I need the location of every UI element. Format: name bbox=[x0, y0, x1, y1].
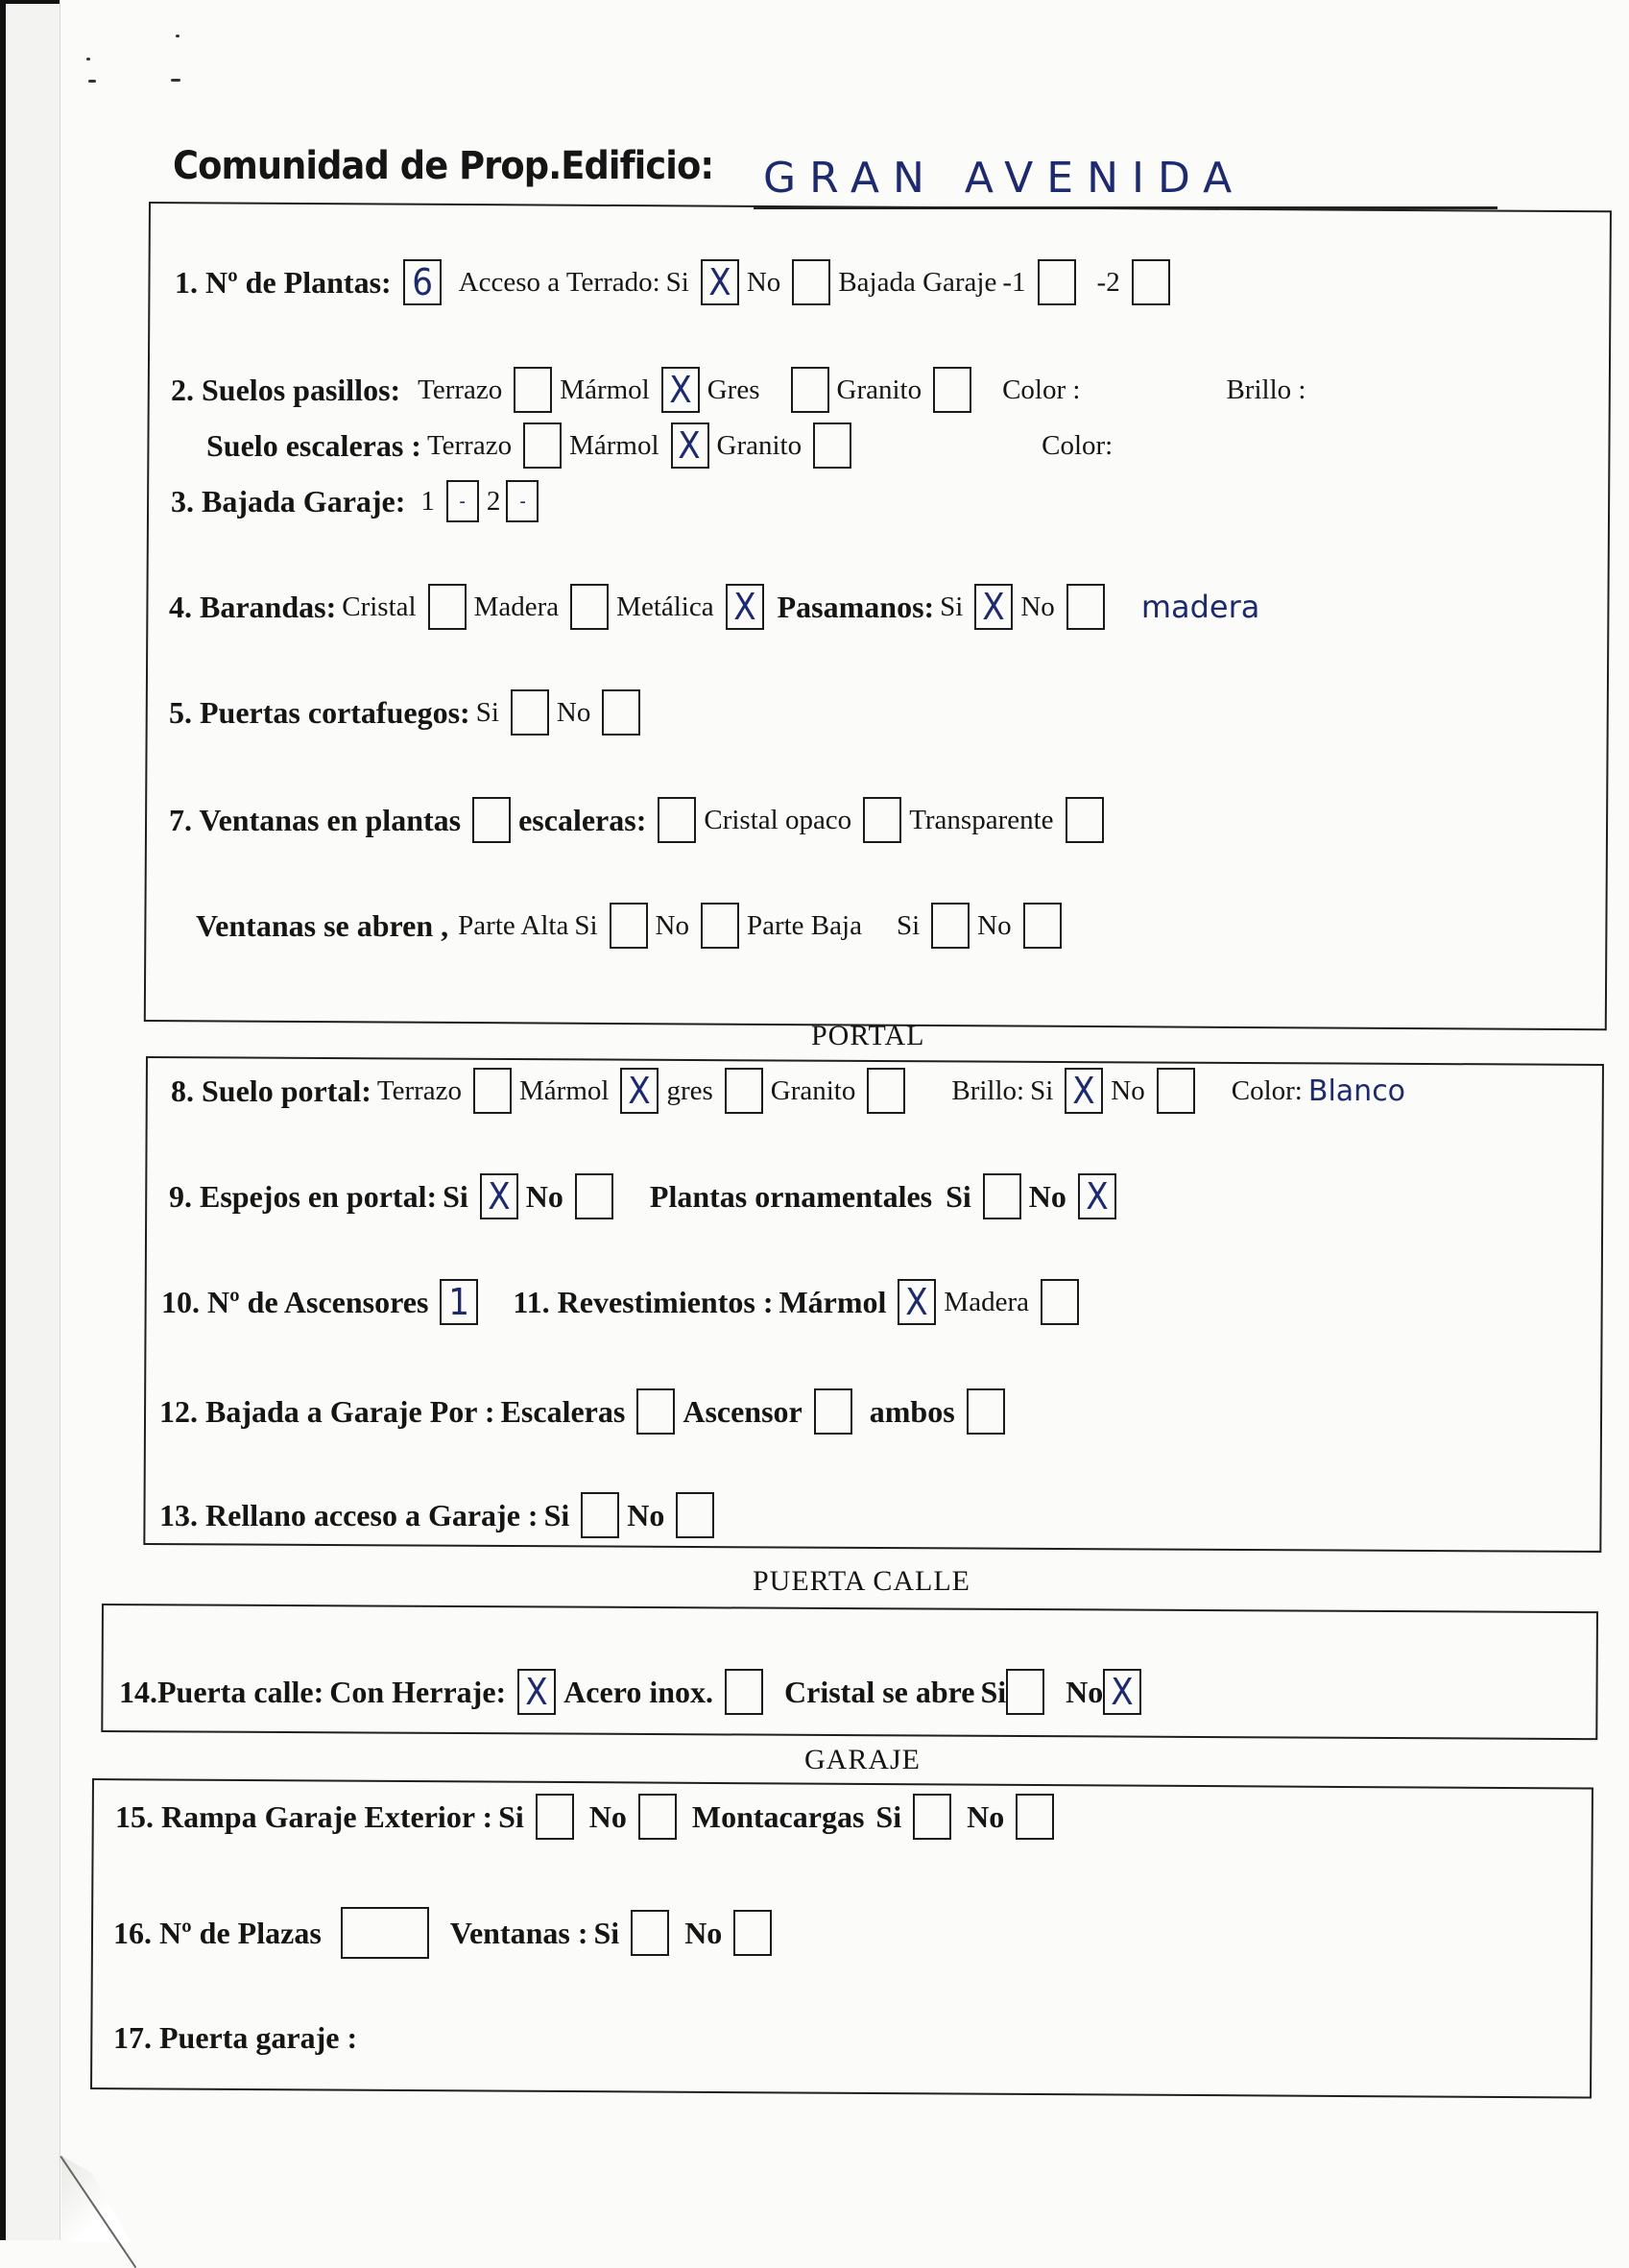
q10-q11-row bbox=[161, 1279, 1087, 1325]
pasillos-brillo-label: Brillo : bbox=[1226, 374, 1306, 405]
q1-row bbox=[175, 259, 1178, 305]
checkmark-x-icon: X bbox=[678, 424, 702, 467]
rampa-no-label: No bbox=[588, 1798, 627, 1834]
q4-row bbox=[169, 584, 1259, 630]
q1-label: 1. Nº de Plantas: bbox=[175, 264, 392, 300]
revest-madera-label: Madera bbox=[944, 1286, 1029, 1317]
q13-row bbox=[159, 1492, 722, 1538]
q3-opt2-checkbox[interactable] bbox=[506, 480, 539, 522]
garaje-ventanas-no-label: No bbox=[684, 1915, 723, 1950]
q16-row bbox=[113, 1907, 779, 1959]
transparente-label: Transparente bbox=[909, 804, 1054, 835]
rampa-si-label: Si bbox=[498, 1798, 524, 1834]
q14-row bbox=[119, 1669, 1149, 1715]
q3-opt2-label: 2 bbox=[486, 485, 501, 517]
q3-opt1-label: 1 bbox=[420, 485, 435, 517]
q9-row bbox=[169, 1173, 1124, 1219]
barandas-madera-label: Madera bbox=[473, 591, 560, 622]
folded-corner bbox=[61, 2156, 148, 2242]
scan-margin bbox=[0, 0, 60, 2240]
q8-row bbox=[171, 1068, 1411, 1114]
checkmark-x-icon: X bbox=[1086, 1175, 1109, 1218]
scan-speck bbox=[176, 35, 180, 37]
portal-granito-checkbox[interactable] bbox=[867, 1068, 905, 1114]
q3-label: 3. Bajada Garaje: bbox=[171, 483, 406, 519]
escaleras-color-label: Color: bbox=[1042, 429, 1114, 461]
parte-alta-si-checkbox[interactable] bbox=[610, 903, 648, 949]
revest-marmol-checkbox[interactable] bbox=[898, 1279, 936, 1325]
rampa-si-checkbox[interactable] bbox=[536, 1794, 574, 1840]
garaje-ventanas-si-label: Si bbox=[593, 1915, 620, 1950]
portal-gres-checkbox[interactable] bbox=[725, 1068, 763, 1114]
terrado-no-checkbox[interactable] bbox=[792, 259, 830, 305]
minus2-label: -2 bbox=[1096, 266, 1120, 298]
minus1-label: -1 bbox=[1002, 266, 1026, 298]
barandas-cristal-checkbox[interactable] bbox=[428, 584, 467, 630]
pasamanos-si-checkbox[interactable] bbox=[974, 584, 1013, 630]
espejos-no-label: No bbox=[525, 1178, 563, 1214]
checkmark-x-icon: X bbox=[628, 1070, 652, 1112]
barandas-madera-checkbox[interactable] bbox=[570, 584, 609, 630]
bajada-ascensor-checkbox[interactable] bbox=[814, 1388, 852, 1435]
pasillos-granito-checkbox[interactable] bbox=[933, 367, 971, 413]
q2-escaleras-row bbox=[206, 422, 1124, 469]
form-title bbox=[173, 144, 760, 211]
q2-pasillos-row bbox=[171, 367, 1317, 413]
plantas-no-checkbox[interactable] bbox=[1078, 1173, 1116, 1219]
pasillos-terrazo-label: Terrazo bbox=[418, 374, 503, 405]
checkmark-x-icon: X bbox=[488, 1175, 511, 1218]
cristal-opaco-checkbox[interactable] bbox=[863, 797, 901, 843]
terrado-si-label: Si bbox=[665, 266, 689, 298]
portal-brillo-si-checkbox[interactable] bbox=[1065, 1068, 1103, 1114]
cortafuegos-no-checkbox[interactable] bbox=[602, 689, 640, 736]
ventanas-plantas-checkbox[interactable] bbox=[472, 797, 511, 843]
q17-row bbox=[113, 2020, 753, 2056]
garaje-ventanas-si-checkbox[interactable] bbox=[631, 1910, 669, 1956]
acero-inox-label: Acero inox. bbox=[563, 1674, 713, 1709]
cristal-si-label: Si bbox=[980, 1674, 1007, 1709]
terrado-no-label: No bbox=[746, 266, 781, 298]
pasillos-granito-label: Granito bbox=[836, 374, 922, 405]
espejos-si-checkbox[interactable] bbox=[480, 1173, 518, 1219]
portal-brillo-label: Brillo: bbox=[951, 1074, 1025, 1106]
garaje-ventanas-label: Ventanas : bbox=[449, 1915, 588, 1950]
parte-alta-label: Parte Alta bbox=[458, 909, 569, 941]
escaleras-terrazo-label: Terrazo bbox=[426, 429, 513, 461]
pasillos-terrazo-checkbox[interactable] bbox=[514, 367, 552, 413]
checkmark-x-icon: X bbox=[525, 1671, 548, 1713]
garaje-section-title: GARAJE bbox=[804, 1744, 922, 1775]
q7-se-abren-row bbox=[196, 903, 1069, 949]
q11-label: 11. Revestimientos : bbox=[513, 1284, 774, 1319]
q4-label: 4. Barandas: bbox=[169, 589, 337, 624]
cristal-opaco-label: Cristal opaco bbox=[704, 804, 852, 835]
portal-terrazo-label: Terrazo bbox=[376, 1074, 463, 1106]
checkmark-x-icon: X bbox=[905, 1281, 929, 1323]
cortafuegos-no-label: No bbox=[556, 696, 591, 728]
parte-alta-no-checkbox[interactable] bbox=[701, 903, 739, 949]
revest-madera-checkbox[interactable] bbox=[1041, 1279, 1079, 1325]
ventanas-escaleras-checkbox[interactable] bbox=[658, 797, 696, 843]
q15-label: 15. Rampa Garaje Exterior : bbox=[115, 1798, 493, 1834]
plantas-no-label: No bbox=[1028, 1178, 1066, 1214]
escaleras-marmol-checkbox[interactable] bbox=[671, 422, 709, 469]
q2-label: 2. Suelos pasillos: bbox=[171, 372, 401, 407]
parte-baja-no-label: No bbox=[977, 909, 1012, 941]
parte-baja-label: Parte Baja bbox=[746, 909, 862, 941]
num-ascensores-value: 1 bbox=[448, 1281, 470, 1323]
bajada-ambos-label: ambos bbox=[869, 1393, 955, 1429]
pasillos-color-label: Color : bbox=[1002, 374, 1081, 405]
rellano-si-checkbox[interactable] bbox=[581, 1492, 619, 1538]
rellano-si-label: Si bbox=[543, 1497, 570, 1532]
cortafuegos-si-checkbox[interactable] bbox=[511, 689, 549, 736]
scan-speck bbox=[88, 80, 96, 83]
q17-label: 17. Puerta garaje : bbox=[113, 2020, 358, 2055]
rellano-no-label: No bbox=[627, 1497, 665, 1532]
portal-color-field[interactable]: Blanco bbox=[1307, 1074, 1406, 1108]
q7-label: 7. Ventanas en plantas bbox=[169, 802, 462, 837]
pasillos-gres-label: Gres bbox=[707, 374, 760, 405]
suelo-escaleras-label: Suelo escaleras : bbox=[206, 427, 421, 463]
plantas-si-label: Si bbox=[946, 1178, 971, 1214]
pasamanos-no-checkbox[interactable] bbox=[1066, 584, 1105, 630]
dash-mark: - bbox=[459, 490, 467, 513]
portal-gres-label: gres bbox=[666, 1074, 713, 1106]
plantas-si-checkbox[interactable] bbox=[983, 1173, 1021, 1219]
q3-opt1-checkbox[interactable] bbox=[446, 480, 479, 522]
portal-brillo-no-label: No bbox=[1111, 1074, 1145, 1106]
plantas-ornamentales-label: Plantas ornamentales bbox=[649, 1178, 933, 1214]
barandas-metalica-label: Metálica bbox=[616, 591, 714, 622]
garaje-minus1-checkbox[interactable] bbox=[1038, 259, 1076, 305]
revest-marmol-label: Mármol bbox=[779, 1284, 887, 1319]
num-plazas-field[interactable] bbox=[341, 1907, 429, 1959]
portal-brillo-no-checkbox[interactable] bbox=[1157, 1068, 1195, 1114]
scan-edge bbox=[0, 0, 6, 2240]
pasamanos-no-label: No bbox=[1020, 591, 1055, 622]
barandas-cristal-label: Cristal bbox=[342, 591, 417, 622]
portal-granito-label: Granito bbox=[770, 1074, 856, 1106]
pasamanos-label: Pasamanos: bbox=[777, 589, 935, 624]
escaleras-marmol-label: Mármol bbox=[569, 429, 659, 461]
espejos-no-checkbox[interactable] bbox=[575, 1173, 613, 1219]
montacargas-no-checkbox[interactable] bbox=[1016, 1794, 1054, 1840]
q8-label: 8. Suelo portal: bbox=[171, 1073, 371, 1108]
q12-label: 12. Bajada a Garaje Por : bbox=[159, 1393, 495, 1429]
portal-section-title: PORTAL bbox=[811, 1020, 925, 1051]
q13-label: 13. Rellano acceso a Garaje : bbox=[159, 1497, 539, 1532]
garaje-ventanas-no-checkbox[interactable] bbox=[733, 1910, 772, 1956]
scan-edge-top bbox=[0, 0, 60, 4]
title-label: Comunidad de Prop.Edificio: bbox=[173, 144, 714, 188]
num-plantas-field[interactable] bbox=[403, 259, 442, 305]
portal-brillo-si-label: Si bbox=[1030, 1074, 1054, 1106]
barandas-metalica-checkbox[interactable] bbox=[726, 584, 764, 630]
bajada-garaje-label: Bajada Garaje bbox=[838, 266, 997, 298]
portal-terrazo-checkbox[interactable] bbox=[473, 1068, 512, 1114]
bajada-ascensor-label: Ascensor bbox=[683, 1393, 803, 1429]
portal-color-label: Color: bbox=[1231, 1074, 1303, 1106]
rampa-no-checkbox[interactable] bbox=[638, 1794, 677, 1840]
montacargas-label: Montacargas bbox=[691, 1798, 865, 1834]
bajada-escaleras-label: Escaleras bbox=[500, 1393, 626, 1429]
herraje-checkbox[interactable] bbox=[517, 1669, 556, 1715]
q7-row bbox=[169, 797, 1112, 843]
checkmark-x-icon: X bbox=[982, 586, 1006, 628]
dash-mark: - bbox=[519, 490, 526, 513]
portal-marmol-label: Mármol bbox=[519, 1074, 610, 1106]
checkmark-x-icon: X bbox=[1111, 1671, 1134, 1713]
montacargas-no-label: No bbox=[967, 1798, 1005, 1834]
ventanas-escaleras-label: escaleras: bbox=[518, 802, 647, 837]
parte-baja-si-checkbox[interactable] bbox=[931, 903, 970, 949]
se-abren-label: Ventanas se abren , bbox=[196, 907, 449, 943]
portal-marmol-checkbox[interactable] bbox=[620, 1068, 659, 1114]
q5-row bbox=[169, 689, 648, 736]
montacargas-si-label: Si bbox=[875, 1798, 902, 1834]
pasamanos-si-label: Si bbox=[940, 591, 964, 622]
q12-row bbox=[159, 1388, 1013, 1435]
acero-inox-checkbox[interactable] bbox=[725, 1669, 763, 1715]
espejos-si-label: Si bbox=[443, 1178, 468, 1214]
escaleras-granito-label: Granito bbox=[716, 429, 803, 461]
cortafuegos-si-label: Si bbox=[475, 696, 499, 728]
escaleras-granito-checkbox[interactable] bbox=[813, 422, 851, 469]
checkmark-x-icon: X bbox=[732, 586, 756, 628]
building-name-field[interactable]: GRAN AVENIDA bbox=[763, 154, 1246, 203]
transparente-checkbox[interactable] bbox=[1066, 797, 1104, 843]
garaje-minus2-checkbox[interactable] bbox=[1132, 259, 1170, 305]
q5-label: 5. Puertas cortafuegos: bbox=[169, 694, 470, 730]
herraje-label: Con Herraje: bbox=[329, 1674, 507, 1709]
scan-speck bbox=[86, 58, 90, 60]
q9-label: 9. Espejos en portal: bbox=[169, 1178, 438, 1214]
q14-label: 14.Puerta calle: bbox=[119, 1674, 324, 1709]
cristal-se-abre-label: Cristal se abre bbox=[784, 1674, 975, 1709]
puerta-calle-section-title: PUERTA CALLE bbox=[753, 1565, 970, 1597]
parte-baja-no-checkbox[interactable] bbox=[1023, 903, 1062, 949]
num-ascensores-field[interactable] bbox=[440, 1279, 478, 1325]
cristal-no-label: No bbox=[1066, 1674, 1104, 1709]
q16-label: 16. Nº de Plazas bbox=[113, 1915, 322, 1950]
pasillos-marmol-checkbox[interactable] bbox=[661, 367, 700, 413]
bajada-escaleras-checkbox[interactable] bbox=[636, 1388, 675, 1435]
q10-label: 10. Nº de Ascensores bbox=[161, 1284, 429, 1319]
montacargas-si-checkbox[interactable] bbox=[913, 1794, 951, 1840]
acceso-terrado-label: Acceso a Terrado: bbox=[458, 266, 660, 298]
cristal-no-checkbox[interactable] bbox=[1103, 1669, 1141, 1715]
q3-row bbox=[171, 480, 546, 522]
parte-alta-si-label: Si bbox=[574, 909, 598, 941]
checkmark-x-icon: X bbox=[1072, 1070, 1096, 1112]
parte-baja-si-label: Si bbox=[896, 909, 921, 941]
pasillos-marmol-label: Mármol bbox=[560, 374, 650, 405]
pasamanos-material-note[interactable]: madera bbox=[1140, 589, 1260, 625]
terrado-si-checkbox[interactable] bbox=[701, 259, 739, 305]
checkmark-x-icon: X bbox=[708, 261, 731, 303]
checkmark-x-icon: X bbox=[669, 369, 692, 411]
bajada-ambos-checkbox[interactable] bbox=[967, 1388, 1005, 1435]
rellano-no-checkbox[interactable] bbox=[676, 1492, 714, 1538]
escaleras-terrazo-checkbox[interactable] bbox=[523, 422, 562, 469]
parte-alta-no-label: No bbox=[655, 909, 689, 941]
cristal-si-checkbox[interactable] bbox=[1006, 1669, 1044, 1715]
num-plantas-value: 6 bbox=[411, 261, 433, 303]
pasillos-gres-checkbox[interactable] bbox=[791, 367, 829, 413]
q15-row bbox=[115, 1794, 1062, 1840]
scan-speck bbox=[171, 79, 180, 82]
